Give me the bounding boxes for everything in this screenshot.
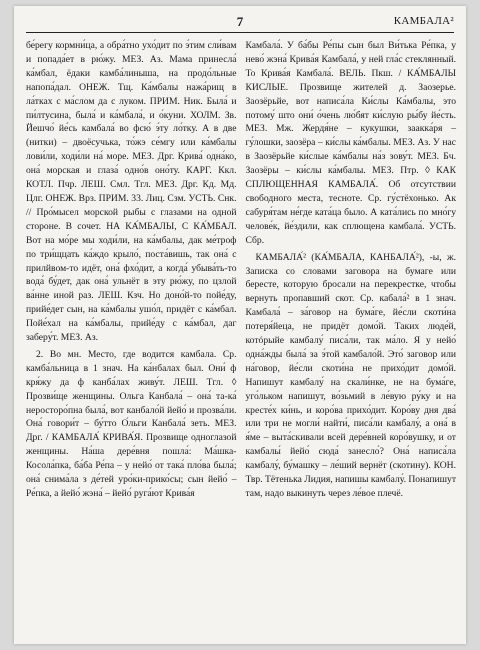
running-headword: КАМБАЛА²	[393, 15, 454, 27]
entry-paragraph: Камбала́. У ба́бы Ре́пы сын был Ви́тька Ре́пка, у нево́ жэна́ Крива́я Камбала́, у ней гла́с стеклянный. То Крива́я Камбала́. ВЕЛЬ. Пкш. / КА́МБАЛЫ КИСЛЫЕ. Прозвище жителей д. Заозерье. Заозёрьйе, вот написа́ла Ки́слы Ка́мбалы, это потому́ што они́ о́чень лю́бят ки́слую ры́бу йе́сть. МЕЗ. Мж. Жердя́не – кукушки, заакка́ря – гу́лошки, заозёра – ки́слы ка́мбалы. МЕЗ. Аз. У нас в Заозёрьйе ки́слые ка́мбалы на́з зову́т. МЕЗ. Бч. Заозёры – ки́слы ка́мбалы. МЕЗ. Птр. ◊ КАК СПЛЮЩЕННАЯ КАМБАЛА́. Об отсутствии свободного места, тесноте. Ср. гу́стёхонько. Ак сабуря́там не́где ката́ца было. А ката́лись по мно́гу челове́к, йе́здили, как сплющена камбала́. УСТЬ. Сбр.	[245, 40, 456, 246]
running-head	[26, 14, 454, 33]
entry-paragraph: 2. Во мн. Место, где водится камбала. Ср. камба́льница в 1 знач. На ка́нбалах был. Они́ ф кря́жу да ф канба́лах живу́т. ЛЕШ. Тгл. ◊ Прозви́ще женщины. Ольга Канбала́ – она́ та-ка́ неросторо́пна была́, вот канбало́й йейо́ и прозва́ли. Она́ говори́т – бу́тто О́льги Канбала́ зеть. МЕЗ. Дрг. / КАМБАЛА́ КРИВА́Я. Прозвище одноглазой женщины. На́ша дере́вня пошла́: Ма́шка-Косола́пка, ба́ба Ре́па – у нейо́ от така́ пло́ва была́; она́ снима́ла з де́тей уро́ки-прико́сы; сын йейо́ – Ре́пка, а йейо́ жэна́ – йейо́ руга́ют Крива́я	[26, 348, 237, 499]
right-column	[246, 39, 457, 634]
left-column	[26, 39, 237, 634]
dictionary-page	[14, 6, 466, 644]
page-number: 7	[236, 14, 244, 29]
text-columns	[26, 39, 456, 634]
entry-paragraph: КАМБАЛА́² (КА́МБАЛА, КАНБАЛА́²), -ы, ж. Записка со словами заговора на бумаге или бересте, которую бросали на перекрестке, чтобы вернуть пропавший скот. Ср. кабала́² в 1 знач. Камбала́ – за́говор на бума́ге, йе́сли скоти́на потеря́йеца, не придёт домо́й. Таких люде́й, котóрыйе камбалу́ писа́ли, так ма́ло. Я у нейо́ одна́жды была́ за э́той камбало́й. Это́ заговор или на́говор, йе́сли скоти́на не прихо́дит домо́й. Напишут камбалу́ на скали́нке, не на бума́ге, уго́льком напишут, во́зьмий в ле́вую ру́ку и на кресте́х ки́нь, и коро́ва прихо́дит. Коро́ву дня два́ или три не могли́ найти́, писа́ли камбалу́, а она́ в я́ме – выта́скивали всей дере́вней коро́вушку, и от камбалы́ йейо́ сюда́ занесло́? Она́ написа́ла камбалу́, бу́машку – ле́ший вернёт (скотину). КОН. Твр. Тётенька Лидия, напишы камбалу́. Понапишут там, надо выкинуть через ле́вое плечё.	[245, 251, 457, 499]
entry-paragraph: бе́регу кормни́ца, а обра́тно ухо́дит по э́тим сли́вам и попада́ет в рю́жу. МЕЗ. Аз. Мама принесла́ ка́мбал, ёдаки камба́линыша, на продо́льные напопа́дал. ОНЕЖ. Тщ. Ка́мбалы нажа́рищ в ла́тках с ма́слом да с луком. ПРИМ. Ник. Была́ и пи́лтусина, была́ и ка́мбала́, и о́куни. ХОЛМ. Зв. Йешчо́ йе́сь камбала́ во фсю́ э́ту ло́тку. А в две (нитки) – двоёсучька, то́жэ се́мгу или ка́мбалы лови́ли, ходи́ли на́ море. МЕЗ. Дрг. Крива́ одна́ко, она́ морская и глаза́ одно́в оно́ту. КАРГ. Ккл. КОТЛ. Пчр. ЛЕШ. Смл. Тгл. МЕЗ. Дрг. Кд. Мд. Цлг. ОНЕЖ. Врз. ПРИМ. 33. Лиц. Сзм. УСТЬ. Снк. // Про́мысел морской рыбы с глазами на одной стороне. В сочет. НА КА́МБАЛЫ, С КА́МБАЛ. Вот на мо́ре мы ходи́ли, на ка́мбалы, дак ме́троф по три́щцать ка́ждо крыло́, поста́вишь, так она́ с прилйвом-то идёт, она́ фхо́дит, а когда́ убыва́ть-то вода́ бу́дет, дак она́ ульнёт в эту рю́жу, по цзлой ва́нне иной раз. ЛЕШ. Кзч. Но доно́й-то пойе́ду, прийе́дет сын, на ка́мбалы ушо́л, придёт с ка́мбал. Пойе́хал на ка́мбалы, прийе́ду с ка́мбал, даг заберу́т. МЕЗ. Аз.	[26, 40, 237, 344]
